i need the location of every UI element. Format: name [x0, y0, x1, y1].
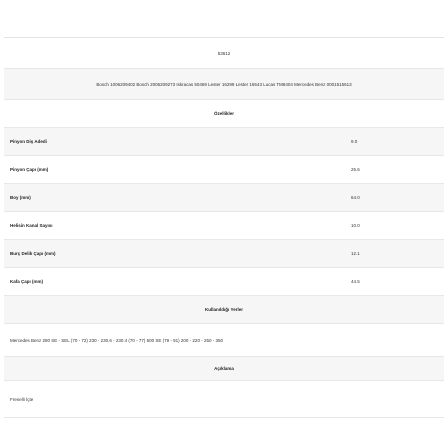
spec-label: Kafa Çapı (mm): [10, 279, 44, 284]
specs-section-title: Özellikler: [213, 111, 234, 116]
spec-value: 10.0: [351, 223, 360, 228]
spec-value: 9.0: [351, 139, 358, 144]
cross-reference-row: [4, 69, 444, 100]
usage-text: Mercedes Benz 280 SE - SEL (70 - 72) 230 - 230.6 - 230.4 (70 - 77) 500 SE (79 - 91) 200 - 220 - 250 - 350: [10, 337, 223, 343]
spec-label: Boy (mm): [10, 195, 31, 200]
spec-value: 12.1: [351, 251, 360, 256]
description-section-title: Açıklama: [214, 366, 234, 371]
description-row: [4, 381, 444, 418]
spec-row: [4, 268, 444, 296]
spec-table: [4, 37, 444, 418]
spec-value: 64.0: [351, 195, 360, 200]
usage-row: [4, 324, 444, 357]
usage-section-title: Kullanıldığı Yerler: [205, 307, 243, 312]
spec-value: 44.5: [351, 279, 360, 284]
spec-label: Pinyon Diş Adedi: [10, 139, 47, 144]
usage-section-header: [4, 296, 444, 324]
spec-label: Burç Delik Çapı (mm): [10, 251, 56, 256]
spec-row: [4, 240, 444, 268]
spec-row: [4, 212, 444, 240]
specs-section-header: [4, 100, 444, 128]
spec-value: 25.6: [351, 167, 360, 172]
spec-row: [4, 156, 444, 184]
product-code: 53612: [217, 50, 231, 56]
description-section-header: [4, 357, 444, 381]
spec-label: Helisin Kanal Sayısı: [10, 223, 53, 228]
spec-label: Pinyon Çapı (mm): [10, 167, 49, 172]
spec-row: [4, 128, 444, 156]
cross-reference-list: Bosch 1006209402 Bosch 2006209273 Iskracas 50469 Lester 16299 Lester 16543 Lucas TM8404 Mercedes Benz 0001515613: [96, 81, 352, 87]
product-code-row: [4, 38, 444, 69]
spec-row: [4, 184, 444, 212]
description-text: Frenelli İçte: [10, 396, 34, 402]
